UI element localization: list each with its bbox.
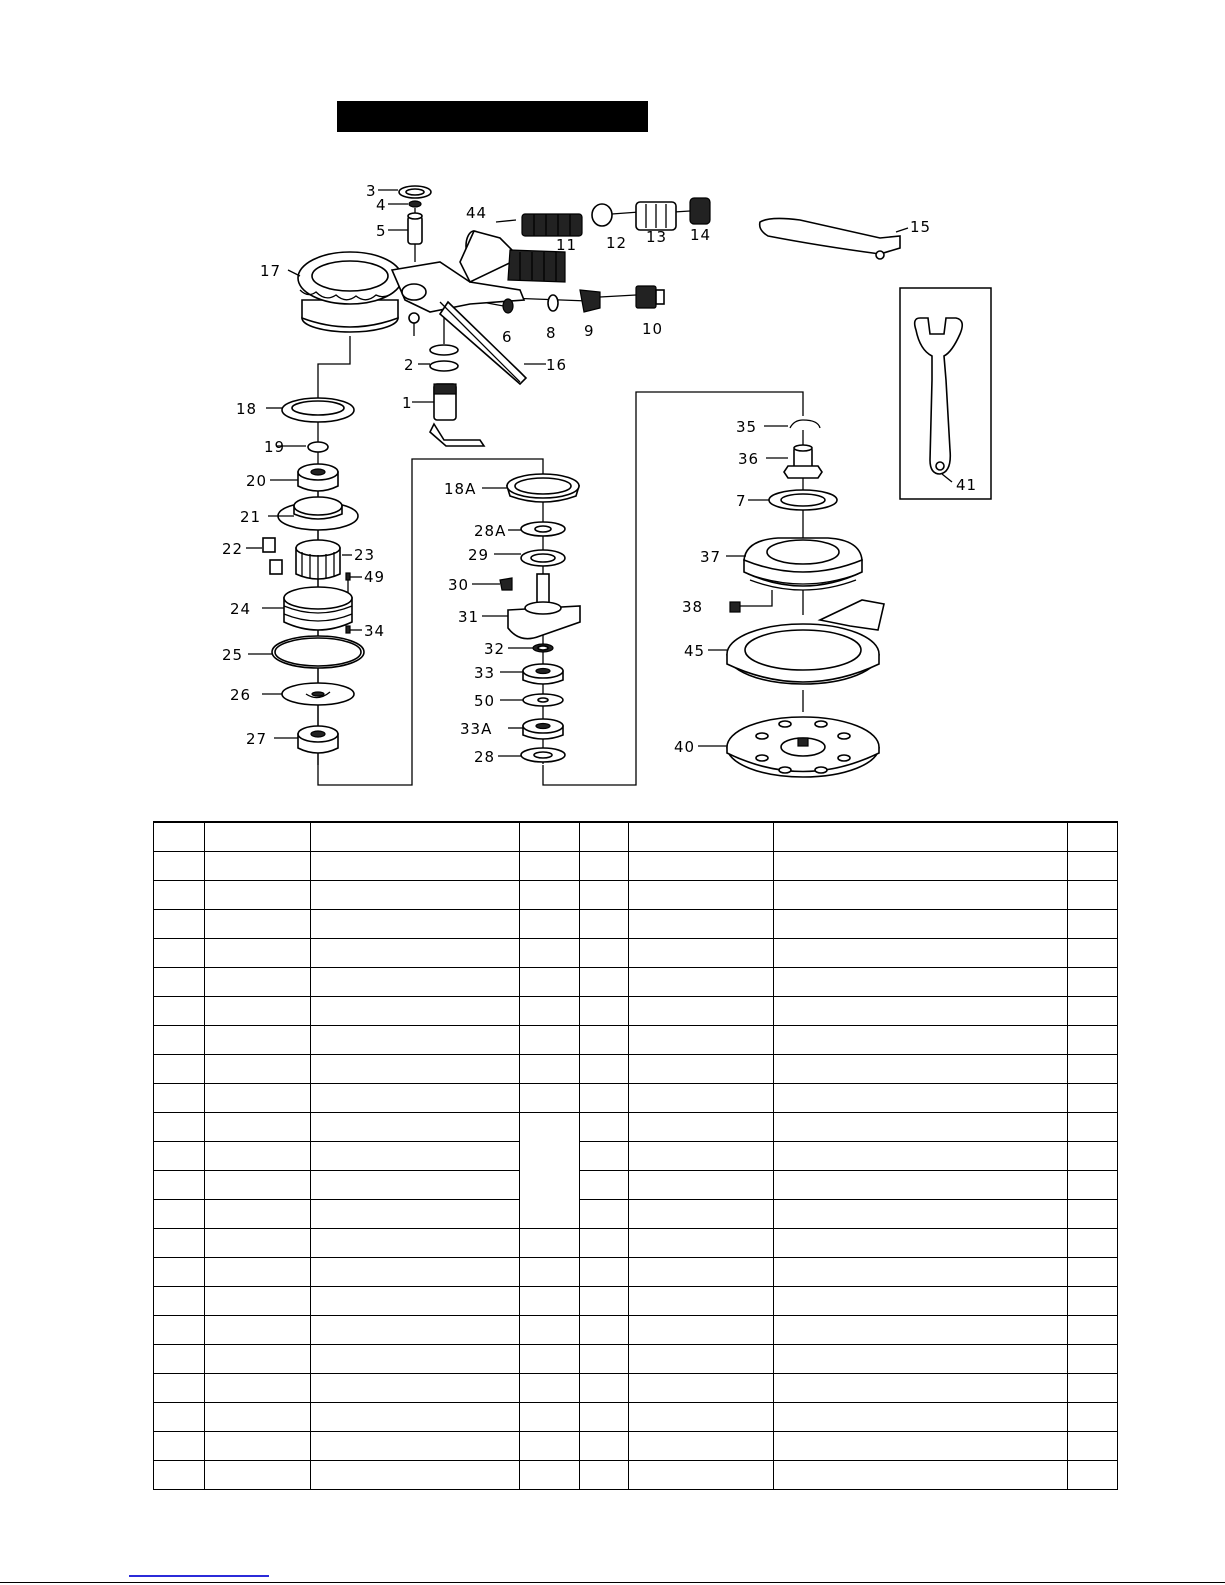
parts-table-cell <box>774 1345 1068 1374</box>
callout-30: 30 <box>448 576 470 594</box>
parts-table-cell <box>311 1113 520 1142</box>
parts-table-cell <box>580 1345 629 1374</box>
callout-16: 16 <box>546 356 568 374</box>
parts-table-cell <box>580 1403 629 1432</box>
parts-table-cell <box>580 1026 629 1055</box>
parts-table-cell <box>629 1055 774 1084</box>
footer-rule <box>0 1582 1225 1583</box>
parts-table-cell <box>154 1432 205 1461</box>
parts-table-cell <box>1068 881 1118 910</box>
parts-table-cell <box>629 910 774 939</box>
parts-table-row <box>154 968 1118 997</box>
parts-table-row <box>154 822 1118 852</box>
callout-41: 41 <box>956 476 978 494</box>
parts-table-cell <box>1068 910 1118 939</box>
parts-table-row <box>154 881 1118 910</box>
parts-table-cell <box>154 852 205 881</box>
parts-table-cell <box>1068 852 1118 881</box>
parts-table-row <box>154 852 1118 881</box>
parts-table-cell <box>1068 1229 1118 1258</box>
callout-31: 31 <box>458 608 480 626</box>
parts-table-cell <box>205 1403 311 1432</box>
callout-13: 13 <box>646 228 668 246</box>
callout-9: 9 <box>584 322 595 340</box>
parts-table-cell <box>311 910 520 939</box>
parts-table-cell <box>774 1113 1068 1142</box>
parts-table-cell <box>629 968 774 997</box>
parts-table-cell <box>205 1229 311 1258</box>
parts-table-cell <box>311 881 520 910</box>
parts-table-cell <box>1068 1026 1118 1055</box>
parts-table-cell <box>154 822 205 852</box>
parts-table-cell <box>154 1316 205 1345</box>
callout-17: 17 <box>260 262 282 280</box>
parts-table-cell <box>580 1432 629 1461</box>
small-parts-6-8-9-10 <box>503 286 664 313</box>
parts-table-cell <box>311 1403 520 1432</box>
callout-33a: 33A <box>460 720 493 738</box>
parts-table-row <box>154 1374 1118 1403</box>
parts-table-cell <box>774 1258 1068 1287</box>
parts-table-cell <box>774 1142 1068 1171</box>
parts-table-cell <box>311 1258 520 1287</box>
parts-table-cell <box>520 1113 580 1229</box>
callout-21: 21 <box>240 508 262 526</box>
parts-list-table <box>153 821 1118 1490</box>
parts-table-cell <box>154 1142 205 1171</box>
parts-table-cell <box>774 1374 1068 1403</box>
parts-table-cell <box>154 1055 205 1084</box>
callout-28: 28 <box>474 748 496 766</box>
parts-table-cell <box>774 852 1068 881</box>
parts-table-row <box>154 1200 1118 1229</box>
parts-table-cell <box>629 1229 774 1258</box>
parts-table-cell <box>629 1171 774 1200</box>
parts-table-cell <box>311 1055 520 1084</box>
parts-table-cell <box>1068 1258 1118 1287</box>
pad-stack-right <box>727 420 884 777</box>
parts-table-cell <box>580 822 629 852</box>
parts-table-cell <box>1068 1461 1118 1490</box>
parts-table-cell <box>205 968 311 997</box>
parts-table-cell <box>154 881 205 910</box>
callout-36: 36 <box>738 450 760 468</box>
callout-2: 2 <box>404 356 415 374</box>
parts-table-cell <box>154 1171 205 1200</box>
callout-4: 4 <box>376 196 387 214</box>
callout-6: 6 <box>502 328 513 346</box>
parts-table-cell <box>580 939 629 968</box>
parts-table-cell <box>520 1432 580 1461</box>
callout-50: 50 <box>474 692 496 710</box>
parts-table-cell <box>205 1055 311 1084</box>
parts-table-row <box>154 1432 1118 1461</box>
parts-table-cell <box>205 1316 311 1345</box>
parts-table-cell <box>154 1374 205 1403</box>
parts-table-cell <box>154 1258 205 1287</box>
parts-table-cell <box>311 1142 520 1171</box>
parts-table-cell <box>311 939 520 968</box>
callout-35: 35 <box>736 418 758 436</box>
parts-table-cell <box>520 939 580 968</box>
parts-table-cell <box>205 1026 311 1055</box>
parts-table-cell <box>520 1316 580 1345</box>
parts-table-cell <box>311 1229 520 1258</box>
parts-table-cell <box>311 1432 520 1461</box>
parts-table-cell <box>311 1171 520 1200</box>
callout-45: 45 <box>684 642 706 660</box>
parts-table-row <box>154 1084 1118 1113</box>
parts-table-cell <box>580 1142 629 1171</box>
parts-table-cell <box>1068 968 1118 997</box>
parts-table-cell <box>580 1084 629 1113</box>
callout-23: 23 <box>354 546 376 564</box>
parts-table-cell <box>629 852 774 881</box>
wrench-15 <box>760 218 900 259</box>
parts-table-cell <box>205 822 311 852</box>
callout-27: 27 <box>246 730 268 748</box>
parts-table-row <box>154 1345 1118 1374</box>
parts-table-cell <box>205 1113 311 1142</box>
eccentric-stack-middle <box>500 474 580 762</box>
parts-table-cell <box>1068 1316 1118 1345</box>
parts-table-cell <box>311 1316 520 1345</box>
parts-table-cell <box>205 1432 311 1461</box>
parts-table-cell <box>520 852 580 881</box>
parts-table-cell <box>580 1113 629 1142</box>
parts-table-cell <box>1068 939 1118 968</box>
parts-table-cell <box>520 1084 580 1113</box>
callout-10: 10 <box>642 320 664 338</box>
parts-table-cell <box>205 1374 311 1403</box>
parts-table-cell <box>629 1316 774 1345</box>
parts-table-row <box>154 1055 1118 1084</box>
parts-table-cell <box>580 1055 629 1084</box>
parts-table-cell <box>154 1345 205 1374</box>
callout-20: 20 <box>246 472 268 490</box>
parts-table-cell <box>774 1229 1068 1258</box>
parts-table-cell <box>205 1171 311 1200</box>
parts-table-cell <box>774 968 1068 997</box>
valve-11-assembly <box>522 198 710 236</box>
callout-18a: 18A <box>444 480 477 498</box>
callout-22: 22 <box>222 540 244 558</box>
parts-table-cell <box>580 1171 629 1200</box>
callout-3: 3 <box>366 182 377 200</box>
parts-table-cell <box>311 852 520 881</box>
parts-table-cell <box>774 1432 1068 1461</box>
parts-table-cell <box>520 881 580 910</box>
parts-table-cell <box>1068 822 1118 852</box>
parts-table-cell <box>154 1084 205 1113</box>
wrench-41-inset <box>900 288 991 499</box>
parts-table-cell <box>629 1403 774 1432</box>
parts-table-cell <box>629 822 774 852</box>
parts-table-cell <box>580 1316 629 1345</box>
parts-table-row <box>154 910 1118 939</box>
parts-table-cell <box>205 1345 311 1374</box>
parts-table-cell <box>311 1287 520 1316</box>
callout-40: 40 <box>674 738 696 756</box>
parts-table-cell <box>520 1287 580 1316</box>
parts-table-cell <box>774 1200 1068 1229</box>
parts-table-row <box>154 1461 1118 1490</box>
parts-table-row <box>154 1258 1118 1287</box>
parts-table-cell <box>774 910 1068 939</box>
parts-table-cell <box>774 939 1068 968</box>
parts-table-cell <box>1068 1113 1118 1142</box>
parts-table-cell <box>629 997 774 1026</box>
parts-table-cell <box>629 1113 774 1142</box>
parts-table-cell <box>774 1171 1068 1200</box>
parts-table-cell <box>205 1200 311 1229</box>
parts-table-cell <box>629 1084 774 1113</box>
parts-table-cell <box>1068 997 1118 1026</box>
parts-table-cell <box>580 910 629 939</box>
parts-table-cell <box>774 1055 1068 1084</box>
parts-table-cell <box>520 822 580 852</box>
parts-table-cell <box>520 968 580 997</box>
parts-table-cell <box>311 1461 520 1490</box>
parts-table-cell <box>520 1345 580 1374</box>
callout-5: 5 <box>376 222 387 240</box>
parts-table-cell <box>520 997 580 1026</box>
callout-26: 26 <box>230 686 252 704</box>
parts-table-cell <box>520 1374 580 1403</box>
parts-table-cell <box>311 968 520 997</box>
parts-table-cell <box>154 910 205 939</box>
callout-1: 1 <box>402 394 413 412</box>
parts-table-row <box>154 1026 1118 1055</box>
parts-table-cell <box>154 939 205 968</box>
parts-table-row <box>154 1113 1118 1142</box>
parts-table-cell <box>629 1258 774 1287</box>
parts-table-row <box>154 1229 1118 1258</box>
parts-table-cell <box>520 1461 580 1490</box>
parts-table-cell <box>774 1026 1068 1055</box>
parts-table-cell <box>629 1142 774 1171</box>
callout-37: 37 <box>700 548 722 566</box>
parts-table-row <box>154 1142 1118 1171</box>
parts-table-cell <box>580 1229 629 1258</box>
callout-33: 33 <box>474 664 496 682</box>
parts-table-cell <box>580 1200 629 1229</box>
parts-table-cell <box>205 910 311 939</box>
parts-table-cell <box>520 1403 580 1432</box>
parts-table-cell <box>629 939 774 968</box>
parts-table-cell <box>311 997 520 1026</box>
footer-link-underline[interactable] <box>129 1575 269 1577</box>
parts-table-cell <box>580 1374 629 1403</box>
parts-table-cell <box>774 1403 1068 1432</box>
parts-table-cell <box>1068 1345 1118 1374</box>
parts-table-cell <box>580 881 629 910</box>
callout-38: 38 <box>682 598 704 616</box>
parts-table-cell <box>520 1258 580 1287</box>
parts-table-cell <box>1068 1171 1118 1200</box>
callout-15: 15 <box>910 218 932 236</box>
callout-24: 24 <box>230 600 252 618</box>
parts-table-row <box>154 939 1118 968</box>
parts-table-cell <box>1068 1432 1118 1461</box>
parts-table-cell <box>154 997 205 1026</box>
parts-table-cell <box>1068 1403 1118 1432</box>
parts-table-cell <box>311 1345 520 1374</box>
parts-table-cell <box>154 1461 205 1490</box>
parts-table-cell <box>205 1461 311 1490</box>
parts-table-cell <box>774 1084 1068 1113</box>
parts-table-row <box>154 997 1118 1026</box>
parts-table-cell <box>154 1026 205 1055</box>
parts-table-cell <box>629 1374 774 1403</box>
parts-table-cell <box>629 1432 774 1461</box>
parts-table-cell <box>629 1026 774 1055</box>
parts-table-cell <box>154 968 205 997</box>
upper-seals-3-4-5 <box>399 186 431 244</box>
parts-table-cell <box>1068 1084 1118 1113</box>
callout-29: 29 <box>468 546 490 564</box>
parts-table-row <box>154 1316 1118 1345</box>
parts-table-row <box>154 1171 1118 1200</box>
parts-table-cell <box>154 1403 205 1432</box>
parts-table-cell <box>774 881 1068 910</box>
parts-table-body <box>154 822 1118 1490</box>
parts-table-cell <box>205 1258 311 1287</box>
parts-table-cell <box>580 997 629 1026</box>
parts-table-row <box>154 1403 1118 1432</box>
callout-28a: 28A <box>474 522 507 540</box>
parts-table-cell <box>580 1258 629 1287</box>
callout-8: 8 <box>546 324 557 342</box>
callout-12: 12 <box>606 234 628 252</box>
parts-table-cell <box>205 939 311 968</box>
callout-44: 44 <box>466 204 488 222</box>
parts-table-cell <box>774 997 1068 1026</box>
parts-table-cell <box>774 822 1068 852</box>
parts-table-row <box>154 1287 1118 1316</box>
callout-32: 32 <box>484 640 506 658</box>
parts-table-cell <box>311 1026 520 1055</box>
parts-table-cell <box>1068 1055 1118 1084</box>
callout-49: 49 <box>364 568 386 586</box>
parts-table-cell <box>154 1229 205 1258</box>
callout-11: 11 <box>556 236 578 254</box>
throttle-1-2 <box>430 345 484 446</box>
parts-table-cell <box>205 997 311 1026</box>
parts-table-cell <box>311 822 520 852</box>
parts-table-cell <box>154 1113 205 1142</box>
parts-table-cell <box>205 852 311 881</box>
parts-table-cell <box>205 1287 311 1316</box>
parts-table-cell <box>520 1229 580 1258</box>
parts-table-cell <box>580 1287 629 1316</box>
parts-table-cell <box>774 1287 1068 1316</box>
parts-table-cell <box>580 968 629 997</box>
parts-table-cell <box>311 1084 520 1113</box>
parts-table-cell <box>205 1142 311 1171</box>
handle-44-and-exhaust <box>460 231 565 282</box>
parts-table-cell <box>1068 1374 1118 1403</box>
parts-table-cell <box>520 910 580 939</box>
callout-19: 19 <box>264 438 286 456</box>
parts-table-cell <box>774 1316 1068 1345</box>
parts-table-cell <box>580 1461 629 1490</box>
callout-14: 14 <box>690 226 712 244</box>
parts-table-cell <box>520 1026 580 1055</box>
parts-table-cell <box>520 1055 580 1084</box>
parts-table-cell <box>629 1461 774 1490</box>
callout-34: 34 <box>364 622 386 640</box>
parts-table-cell <box>580 852 629 881</box>
parts-table-cell <box>629 1287 774 1316</box>
parts-table-cell <box>205 881 311 910</box>
parts-table-cell <box>1068 1287 1118 1316</box>
parts-table-cell <box>1068 1142 1118 1171</box>
parts-table-cell <box>311 1374 520 1403</box>
parts-table-cell <box>311 1200 520 1229</box>
parts-table-cell <box>154 1200 205 1229</box>
parts-table-cell <box>154 1287 205 1316</box>
callout-18: 18 <box>236 400 258 418</box>
parts-table-cell <box>774 1461 1068 1490</box>
parts-table-cell <box>1068 1200 1118 1229</box>
parts-table-cell <box>205 1084 311 1113</box>
parts-table-cell <box>629 881 774 910</box>
parts-table-cell <box>629 1345 774 1374</box>
parts-table-cell <box>629 1200 774 1229</box>
callout-25: 25 <box>222 646 244 664</box>
callout-7: 7 <box>736 492 747 510</box>
